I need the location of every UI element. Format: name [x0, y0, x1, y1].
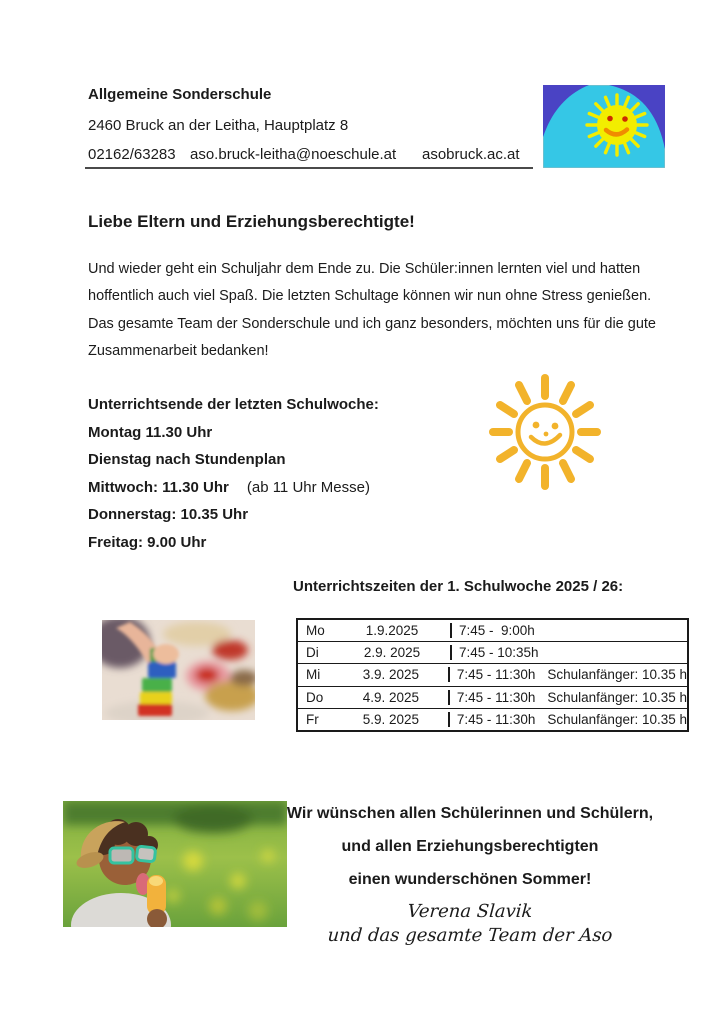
- day-cell: Fr: [306, 711, 319, 727]
- last-week-tuesday: Dienstag nach Stundenplan: [88, 451, 286, 469]
- school-address: 2460 Bruck an der Leitha, Hauptplatz 8: [88, 117, 349, 134]
- last-week-section: [88, 391, 379, 557]
- date-cell: 2.9. 2025: [363, 645, 421, 661]
- closing-line-2: und allen Erziehungsberechtigten: [341, 838, 599, 855]
- note-cell: Schulanfänger: 10.35 h: [547, 689, 687, 705]
- day-cell: Do: [306, 689, 324, 705]
- date-cell: 3.9. 2025: [362, 667, 420, 683]
- email-address: aso.bruck-leitha@noeschule.at: [190, 146, 397, 163]
- time-cell: 7:45 - 11:30h: [456, 711, 536, 727]
- day-cell: Di: [306, 645, 319, 661]
- school-name: Allgemeine Sonderschule: [88, 86, 272, 103]
- signature-team: und das gesamte Team der Aso: [326, 925, 614, 946]
- greeting-line: Und wieder geht ein Schuljahr dem Ende zu. Die Schüler:innen lernten viel und hatten: [88, 261, 641, 277]
- time-cell: 7:45 - 10:35h: [459, 645, 539, 661]
- day-cell: Mi: [306, 667, 321, 683]
- summer-child-photo: [63, 801, 287, 927]
- last-week-thursday: Donnerstag: 10.35 Uhr: [88, 506, 249, 524]
- toys-blocks-photo: [102, 620, 255, 720]
- last-week-wednesday: Mittwoch: 11.30 Uhr (ab 11 Uhr Messe): [88, 478, 370, 496]
- note-cell: Schulanfänger: 10.35 h: [547, 711, 687, 727]
- greeting-line: Zusammenarbeit bedanken!: [88, 342, 269, 359]
- school-logo-sun-icon: [543, 85, 665, 168]
- note-cell: Schulanfänger: 10.35 h: [547, 667, 687, 683]
- first-week-heading: Unterrichtszeiten der 1. Schulwoche 2025 / 26:: [293, 578, 624, 595]
- table-row: [298, 620, 687, 641]
- closing-section: [280, 797, 660, 946]
- website-url: asobruck.ac.at: [422, 146, 520, 163]
- first-week-table: [296, 618, 689, 732]
- closing-line-3: einen wunderschönen Sommer!: [348, 871, 592, 888]
- table-row: [298, 708, 687, 730]
- table-row: [298, 686, 687, 708]
- table-row: [298, 663, 687, 685]
- day-cell: Mo: [306, 623, 325, 639]
- phone-number: 02162/63283: [88, 146, 176, 163]
- greeting-line: Das gesamte Team der Sonderschule und ich ganz besonders, möchten uns für die gute: [88, 315, 656, 332]
- date-cell: 5.9. 2025: [362, 711, 420, 727]
- header-divider: [85, 167, 533, 169]
- wednesday-note: (ab 11 Uhr Messe): [246, 478, 370, 496]
- date-cell: 1.9.2025: [365, 623, 419, 639]
- greeting-line: hoffentlich auch viel Spaß. Die letzten Schultage können wir nun ohne Stress genießen.: [88, 288, 652, 305]
- greeting-paragraph: [88, 256, 656, 365]
- closing-line-1: Wir wünschen allen Schülerinnen und Schülern,: [286, 805, 654, 822]
- last-week-monday: Montag 11.30 Uhr: [88, 423, 213, 441]
- last-week-friday: Freitag: 9.00 Uhr: [88, 533, 207, 551]
- time-cell: 7:45 - 9:00h: [459, 623, 535, 639]
- table-row: [298, 641, 687, 663]
- hand-drawn-sun-icon: [470, 370, 620, 498]
- signature-name: Verena Slavik: [406, 901, 534, 922]
- contact-row: [88, 146, 520, 163]
- date-cell: 4.9. 2025: [362, 689, 420, 705]
- time-cell: 7:45 - 11:30h: [456, 667, 536, 683]
- greeting-heading: Liebe Eltern und Erziehungsberechtigte!: [88, 212, 415, 231]
- time-cell: 7:45 - 11:30h: [456, 689, 536, 705]
- last-week-heading: Unterrichtsende der letzten Schulwoche:: [88, 396, 379, 413]
